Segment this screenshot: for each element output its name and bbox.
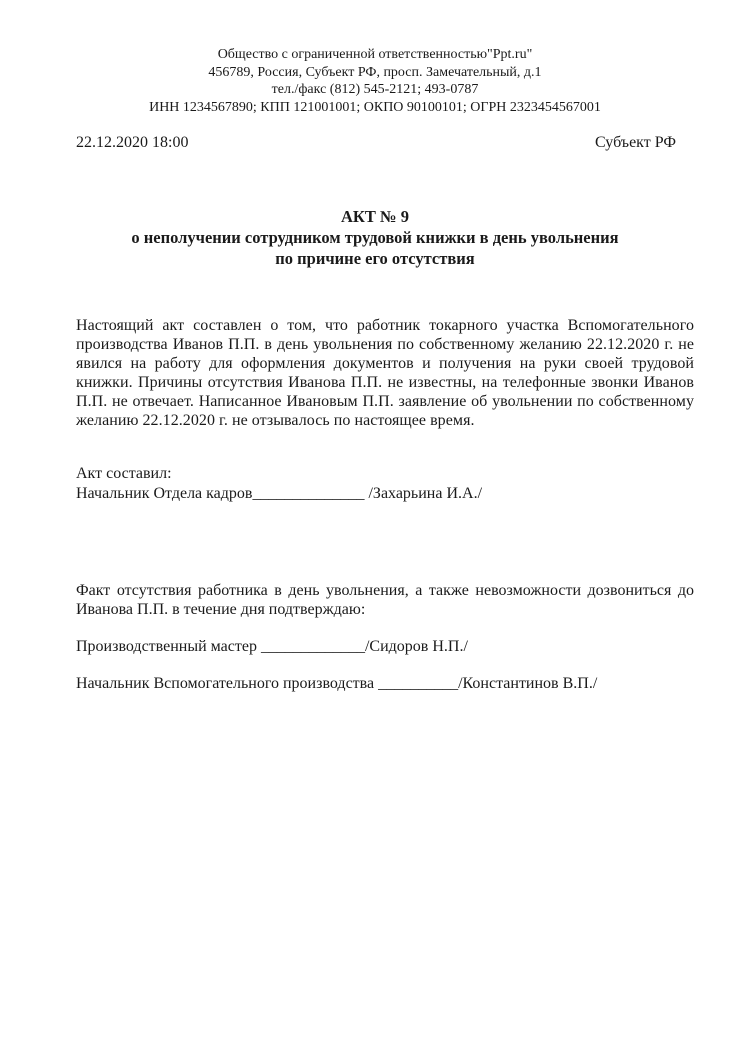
company-header	[0, 46, 750, 116]
company-requisites: ИНН 1234567890; КПП 121001001; ОКПО 90100101; ОГРН 2323454567001	[149, 99, 601, 115]
act-body-paragraph: Настоящий акт составлен о том, что работник токарного участка Вспомогательного производства Иванов П.П. в день увольнения по собственному желанию 22.12.2020 г. не явился на работу для оформления документов и получения на руки своей трудовой книжки. Причины отсутствия Иванова П.П. не известны, на телефонные звонки Иванов П.П. не отвечает. Написанное Ивановым П.П. заявление об увольнении по собственному желанию 22.12.2020 г. не отзывалось по настоящее время.	[76, 317, 694, 429]
compiled-by-block	[76, 464, 694, 504]
company-address: 456789, Россия, Субъект РФ, просп. Замечательный, д.1	[208, 64, 542, 80]
document-datetime: 22.12.2020 18:00	[76, 134, 189, 151]
title-subject: о неполучении сотрудником трудовой книжки в день увольнения	[131, 228, 619, 247]
document-title	[0, 206, 750, 269]
master-signature: Производственный мастер _____________/Сидоров Н.П./	[76, 638, 468, 655]
company-phone: тел./факс (812) 545-2121; 493-0787	[271, 82, 479, 97]
compiled-signature: Начальник Отдела кадров______________ /Захарьина И.А./	[76, 485, 483, 502]
title-act-number: АКТ № 9	[341, 207, 409, 226]
company-name: Общество с ограниченной ответственностью"Ppt.ru"	[217, 47, 533, 62]
document-city: Субъект РФ	[595, 134, 676, 151]
chief-signature: Начальник Вспомогательного производства __________/Константинов В.П./	[76, 675, 598, 692]
title-reason: по причине его отсутствия	[275, 249, 475, 268]
confirmation-paragraph: Факт отсутствия работника в день увольнения, а также невозможности дозвониться до Иванова П.П. в течение дня подтверждаю:	[76, 582, 694, 618]
compiled-label: Акт составил:	[76, 465, 172, 482]
